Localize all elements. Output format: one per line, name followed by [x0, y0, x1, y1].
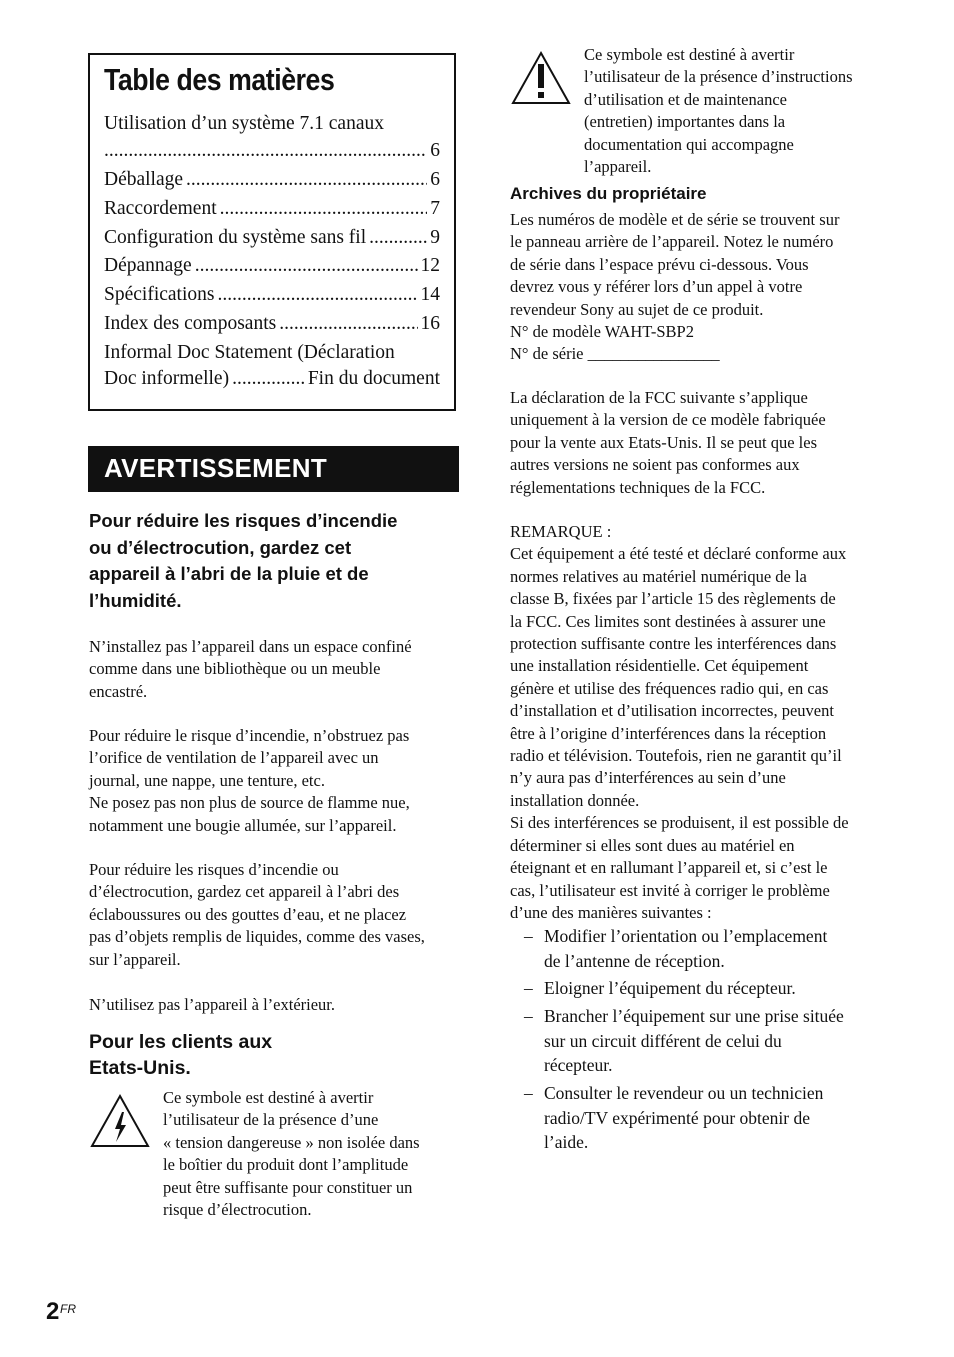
voltage-note — [163, 1087, 463, 1221]
toc-leader — [220, 196, 428, 222]
text-line: être à l’origine d’interférences dans la réception — [510, 723, 827, 743]
text-line: Cet équipement a été testé et déclaré conforme aux — [510, 544, 847, 564]
text-line: Les numéros de modèle et de série se trouvent sur — [510, 210, 840, 229]
text-line: récepteur. — [544, 1055, 613, 1075]
toc-leader — [217, 282, 417, 308]
text-line: pas d’objets remplis de liquides, comme des vases, — [89, 927, 425, 947]
dash-bullet: – — [524, 1083, 533, 1103]
text-line: Ce symbole est destiné à avertir — [584, 45, 795, 64]
toc-entry-5[interactable] — [104, 282, 440, 308]
text-line: Consulter le revendeur ou un technicien — [544, 1083, 824, 1103]
warning-paragraph-4 — [89, 994, 464, 1016]
text-line: sur l’appareil. — [89, 949, 181, 969]
text-line: sur un circuit différent de celui du — [544, 1030, 782, 1051]
text-line: N’utilisez pas l’appareil à l’extérieur. — [89, 995, 336, 1014]
text-line: cas, l’utilisateur est invité à corriger le problème — [510, 880, 830, 900]
toc-title: Table des matières — [104, 62, 335, 97]
text-line: La déclaration de la FCC suivante s’applique — [510, 388, 808, 407]
toc-entry-label: Déballage — [104, 169, 184, 190]
heading-line: Etats-Unis. — [89, 1057, 191, 1079]
page-language-suffix: FR — [60, 1302, 76, 1316]
toc-entry-2[interactable] — [104, 196, 440, 222]
toc-entry-page: 6 — [430, 140, 440, 161]
text-line: devrez vous y référer lors d’un appel à votre — [510, 277, 803, 297]
text-line: documentation qui accompagne — [584, 134, 794, 154]
text-line: de série dans l’espace prévu ci-dessous. Vous — [510, 254, 809, 274]
toc-entry-label: Raccordement — [104, 198, 217, 219]
toc-entry-label: Configuration du système sans fil — [104, 227, 367, 248]
text-line: Modifier l’orientation ou l’emplacement — [544, 926, 828, 946]
toc-entry-page: Fin du document — [307, 368, 440, 389]
text-line: Brancher l’équipement sur une prise située — [544, 1006, 844, 1026]
heading-line: appareil à l’abri de la pluie et de — [89, 563, 369, 584]
toc-entry-0[interactable] — [104, 138, 440, 164]
toc-entry-1[interactable] — [104, 167, 440, 193]
toc-entry-page: 12 — [420, 255, 440, 276]
toc-entry-page: 6 — [430, 169, 440, 190]
toc-leader — [279, 311, 417, 337]
heading-line: ou d’électrocution, gardez cet — [89, 536, 352, 558]
exclamation-warning-icon — [510, 50, 572, 106]
text-line: installation donnée. — [510, 790, 640, 810]
text-line: pour la vente aux Etats-Unis. Il se peut que les — [510, 432, 817, 452]
toc-entry-page: 16 — [420, 313, 440, 334]
warning-banner-label: AVERTISSEMENT — [104, 453, 327, 483]
text-line: d’une des manières suivantes : — [510, 902, 712, 922]
text-line: n’y aura pas d’interférences au sein d’une — [510, 768, 786, 788]
text-line: une installation résidentielle. Cet équipement — [510, 656, 809, 676]
text-line: éteignant et en rallumant l’appareil et, si c’est le — [510, 858, 828, 878]
text-line: Ce symbole est destiné à avertir — [163, 1088, 374, 1107]
text-line: N’installez pas l’appareil dans un espace confiné — [89, 637, 412, 656]
text-line: encastré. — [89, 681, 148, 701]
toc-entry-label: Doc informelle) — [104, 368, 230, 389]
toc-entry-4[interactable] — [104, 253, 440, 279]
text-line: d’électrocution, gardez cet appareil à l’abri des — [89, 882, 400, 902]
text-line: Si des interférences se produisent, il est possible de — [510, 813, 849, 833]
archives-heading: Archives du propriétaire — [510, 184, 707, 203]
us-clients-heading — [89, 1029, 389, 1081]
text-line: comme dans une bibliothèque ou un meuble — [89, 659, 381, 679]
dash-bullet: – — [524, 1006, 533, 1026]
text-line: de l’antenne de réception. — [544, 950, 725, 971]
toc-leader — [369, 225, 427, 251]
text-line: l’utilisateur de la présence d’instructions — [584, 67, 853, 87]
text-line: d’installation et d’utilisation incorrectes, peuvent — [510, 701, 834, 721]
toc-leader — [232, 366, 305, 392]
lightning-warning-icon — [89, 1093, 151, 1149]
text-line: l’utilisateur de la présence d’une — [163, 1110, 379, 1130]
heading-line: Pour réduire les risques d’incendie — [89, 510, 398, 531]
text-line: l’appareil. — [584, 157, 652, 177]
text-line: la FCC. Ces limites sont destinées à assurer une — [510, 611, 826, 631]
warning-paragraph-1 — [89, 636, 464, 703]
dash-bullet: – — [524, 978, 533, 998]
text-line: Pour réduire les risques d’incendie ou — [89, 860, 339, 879]
text-line: autres versions ne soient pas conformes aux — [510, 455, 800, 475]
heading-line: l’humidité. — [89, 589, 182, 611]
toc-leader — [195, 253, 418, 279]
archives-paragraph — [510, 209, 890, 366]
toc-leader — [186, 167, 427, 193]
toc-entry-line: Utilisation d’un système 7.1 canaux — [104, 113, 384, 134]
text-line: éclaboussures ou des gouttes d’eau, et ne placez — [89, 904, 407, 924]
text-line: « tension dangereuse » non isolée dans — [163, 1132, 420, 1152]
toc-entry-label: Dépannage — [104, 255, 192, 276]
warning-paragraph-2 — [89, 725, 464, 837]
text-line: journal, une nappe, une tenture, etc. — [89, 770, 325, 790]
text-line: Pour réduire le risque d’incendie, n’obstruez pas — [89, 726, 410, 745]
toc-entry-page: 7 — [430, 198, 440, 219]
text-line: l’orifice de ventilation de l’appareil avec un — [89, 748, 379, 768]
text-line: protection suffisante contre les interférences dans — [510, 634, 837, 654]
dash-bullet: – — [524, 926, 533, 946]
toc-leader — [104, 138, 427, 164]
text-line: le boîtier du produit dont l’amplitude — [163, 1155, 409, 1175]
toc-entry-label: Spécifications — [104, 284, 215, 305]
fcc-remarque — [510, 521, 890, 924]
text-line: déterminer si elles sont dues au matériel en — [510, 835, 795, 855]
toc-entry-page: 9 — [430, 227, 440, 248]
toc-entry-line: Informal Doc Statement (Déclaration — [104, 342, 395, 363]
text-line: uniquement à la version de ce modèle fabriquée — [510, 410, 826, 430]
page-number: 2 — [46, 1298, 60, 1325]
text-line: radio/TV expérimenté pour obtenir de — [544, 1107, 810, 1128]
toc-entry-3[interactable] — [104, 225, 440, 251]
text-line: radio et télévision. Toutefois, rien ne garantit qu’il — [510, 746, 842, 766]
text-line: risque d’électrocution. — [163, 1200, 312, 1220]
toc-entry-label: Index des composants — [104, 313, 277, 334]
text-line: classe B, fixées par l’article 15 des règlements de — [510, 589, 836, 609]
text-line: revendeur Sony au sujet de ce produit. — [510, 299, 764, 319]
attention-note — [584, 44, 884, 178]
text-line: Eloigner l’équipement du récepteur. — [544, 978, 796, 998]
text-line: le panneau arrière de l’appareil. Notez le numéro — [510, 232, 834, 252]
text-line: (entretien) importantes dans la — [584, 112, 786, 132]
text-line: normes relatives au matériel numérique de la — [510, 566, 807, 586]
text-line: notamment une bougie allumée, sur l’appareil. — [89, 815, 397, 835]
fcc-intro — [510, 387, 890, 499]
toc-entry-6[interactable] — [104, 311, 440, 337]
text-line: d’utilisation et de maintenance — [584, 89, 787, 109]
heading-line: Pour les clients aux — [89, 1031, 273, 1053]
text-line: Ne posez pas non plus de source de flamme nue, — [89, 793, 410, 813]
toc-entry-7[interactable] — [104, 366, 440, 392]
text-line: génère et utilise des fréquences radio qui, en cas — [510, 678, 829, 698]
warning-heading — [89, 508, 464, 614]
toc-entry-page: 14 — [420, 284, 440, 305]
text-line: peut être suffisante pour constituer un — [163, 1177, 413, 1197]
serial-number: N° de série ________________ — [510, 344, 720, 364]
text-line: réglementations techniques de la FCC. — [510, 477, 766, 497]
text-line: REMARQUE : — [510, 522, 612, 541]
text-line: l’aide. — [544, 1132, 589, 1152]
model-number: N° de modèle WAHT-SBP2 — [510, 322, 694, 342]
warning-paragraph-3 — [89, 859, 464, 971]
